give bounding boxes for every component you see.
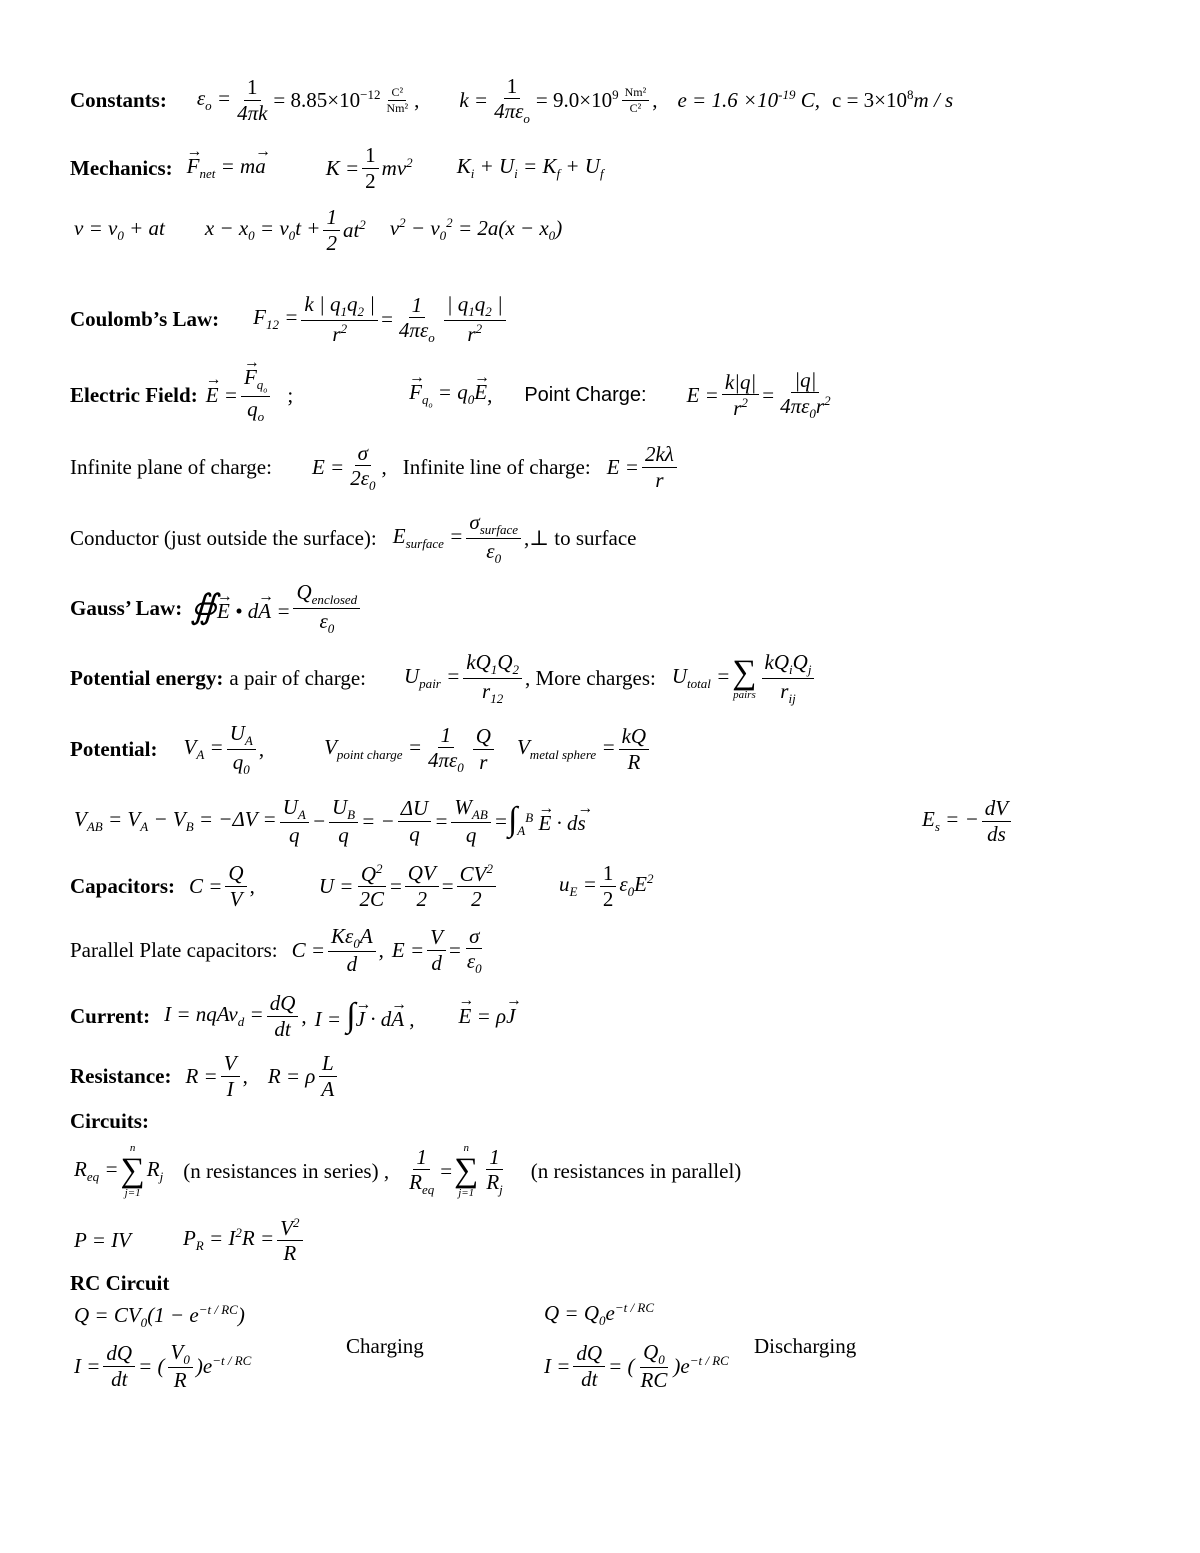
eps0-fraction: $\frac{1}{4\pi k}$ xyxy=(237,75,268,125)
point-charge-label: Point Charge: xyxy=(524,383,647,406)
more-charges-label: , More charges: xyxy=(525,665,656,690)
c-value: $c = 3\times 10^8m / s$ xyxy=(832,87,954,112)
infinite-plane-label: Infinite plane of charge: xyxy=(70,454,272,479)
velocity-squared-eq: $v^2 - v_0^2 = 2a(x - x_0)$ xyxy=(389,215,563,244)
field-from-potential: $E_s$ = − $\frac{dV}{ds}$ xyxy=(922,790,1014,852)
mechanics-row: Mechanics: → $F_{net} = m\to a$ K = $\frac{1}{2}$ $mv^2$ $K_i + U_i = K_f + U_f$ xyxy=(70,144,604,192)
discharging-i-eq: I = $\frac{dQ}{dt}$ = ( $Q_0$ RC )$e^{-t / RC}$ xyxy=(544,1339,729,1393)
coulomb-row: Coulomb’s Law: $F_{12}$ = $\frac{k | q_1q_2 |}{r^2}$ = 1 $4\pi\varepsilon_o$ | $q_1q_2$ | $r^2$ xyxy=(70,292,509,346)
potential-difference-row: $V_{AB} = V_A - V_B = -\Delta V$ = $\frac{U_A}{q}$ − $\frac{U_B}{q}$ = − $\frac{\Delta U}{q}$ = $W_{AB}$ q = $\int_A^B \to E \cdot d\to s$ xyxy=(74,790,586,852)
mechanics-label: Mechanics: xyxy=(70,155,173,180)
constants-label: Constants: xyxy=(70,87,167,112)
infinite-line-label: Infinite line of charge: xyxy=(402,454,591,479)
position-eq: $x - x_0 = v_0t$ + xyxy=(204,215,321,244)
capacitors-row: Capacitors: C = $\frac{Q}{V}$ , U = $\frac{Q^2}{2C}$ = $\frac{QV}{2}$ = $\frac{CV^2}{2}$ $u_E$ = $\frac{1}{2}$ $\varepsilon_0E^2$ xyxy=(70,860,654,911)
resistance-label: Resistance: xyxy=(70,1063,172,1088)
rc-heading-row xyxy=(70,1268,169,1298)
e-value: $e = 1.6 \times 10^{-19}$ C, xyxy=(677,87,820,112)
electric-field-label: Electric Field: xyxy=(70,382,198,407)
eps0-unit: C² Nm² xyxy=(386,84,409,115)
newton-second-law: → $F_{net} = m\to a$ xyxy=(187,154,266,182)
to-surface-text: ,⊥ to surface xyxy=(524,525,637,550)
rc-circuit-label: RC Circuit xyxy=(70,1270,170,1295)
constants-row: Constants: $\varepsilon_o$ = $\frac{1}{4\pi k}$ = $8.85\times 10^{-12}$ C² Nm² , k = 1 $4\pi\varepsilon_o$ = $9.0\times 10^9$ Nm² C² , $e = 1.6 \times 10^{-19}$ C, $c = 3\times 10^8m / s$ xyxy=(70,73,954,126)
resistance-row: Resistance: R = $\frac{V}{I}$ , R = ρ L A xyxy=(70,1046,340,1106)
potential-energy-row: Potential energy: a pair of charge: $U_{pair}$ = $\frac{kQ_1Q_2}{r_{12}}$ , More charges: $U_{total}$ = ∑ pairs $kQ_iQ_j$ $r_{ij}$ xyxy=(70,648,817,708)
charging-q-eq: $Q = CV_0(1 - e^{-t / RC})$ xyxy=(74,1302,245,1331)
kinetic-energy: K = xyxy=(325,155,360,180)
charging-label-wrap xyxy=(346,1332,424,1360)
k-unit: Nm² C² xyxy=(622,86,650,114)
velocity-eq: $v = v_0$ + at xyxy=(74,215,165,244)
current-label: Current: xyxy=(70,1003,151,1028)
discharging-label: Discharging xyxy=(754,1333,857,1358)
potential-row: Potential: $V_A$ = $\frac{U_A}{q_0}$ , $V_{point charge}$ = $\frac{1}{4\pi\varepsilon_0}$ Q r $V_{metal sphere}$ = $\frac{kQ}{R}$ xyxy=(70,718,652,780)
parallel-plate-label: Parallel Plate capacitors: xyxy=(70,937,278,962)
power-row: P = IV $P_R = I^2R$ = $\frac{V^2}{R}$ xyxy=(74,1210,306,1270)
electric-field-row: Electric Field: → E = → $F_{q_o}$ $q_o$ ; → $F_{q_o} = q_0\to E$ , Point Charge: E = $\frac{k|q|}{r^2}$ = $\frac{|q|}{4\pi\varepsilon_0r^2}$ xyxy=(70,360,837,430)
series-label: (n resistances in series) , xyxy=(183,1158,390,1183)
circuits-heading-row xyxy=(70,1106,149,1136)
energy-conservation: $K_i + U_i = K_f + U_f$ xyxy=(456,153,604,182)
gauss-row: Gauss’ Law: ∯→ E • d→ A = $Q_{enclosed}$ $\varepsilon_0$ xyxy=(70,580,363,636)
k-formula: k = xyxy=(459,87,489,112)
conductor-label: Conductor (just outside the surface): xyxy=(70,525,377,550)
pair-of-charge-label: a pair of charge: xyxy=(229,665,366,690)
discharging-label-wrap xyxy=(754,1332,856,1360)
conductor-row: Conductor (just outside the surface): $E_{surface}$ = $\sigma_{surface}$ $\varepsilon_0$ ,⊥ to surface xyxy=(70,509,637,566)
circuits-label: Circuits: xyxy=(70,1108,149,1133)
charging-i-eq: I = $\frac{dQ}{dt}$ = ( $V_0$ R )$e^{-t / RC}$ xyxy=(74,1339,252,1393)
eps0-value: = $8.85\times 10^{-12}$ xyxy=(273,87,381,112)
coulomb-label: Coulomb’s Law: xyxy=(70,306,220,331)
current-row: Current: I = nqAv$_d$ = $\frac{dQ}{dt}$ , I = ∫→ J · d→ A , → E = ρ→ J xyxy=(70,986,515,1046)
k-value: = $9.0\times 10^9$ xyxy=(535,87,619,112)
potential-label: Potential: xyxy=(70,736,158,761)
kinematics-row: $v = v_0$ + at $x - x_0 = v_0t$ + $\frac{1}{2}$ $at^2$ $v^2 - v_0^2 = 2a(x - x_0)$ xyxy=(74,205,563,255)
equivalent-resistance-row: $R_{eq}$ = n ∑ j=1 $R_j$ (n resistances in series) , 1 $R_{eq}$ = n ∑ j=1 1 $R_j$ (n resistances in parallel) xyxy=(74,1142,742,1199)
capacitors-label: Capacitors: xyxy=(70,873,175,898)
parallel-label: (n resistances in parallel) xyxy=(530,1158,742,1183)
discharging-q-eq: $Q = Q_0e^{-t / RC}$ xyxy=(544,1300,655,1329)
charging-label: Charging xyxy=(346,1333,424,1358)
gauss-label: Gauss’ Law: xyxy=(70,595,183,620)
parallel-plate-row: Parallel Plate capacitors: C = $\frac{K\varepsilon_0A}{d}$ , E = $\frac{V}{d}$ = $\frac{\sigma}{\varepsilon_0}$ xyxy=(70,923,482,977)
eps0-formula: $\varepsilon_o$ = xyxy=(196,85,232,114)
k-fraction: 1 $4\pi\varepsilon_o$ xyxy=(494,73,530,126)
force-on-charge: → $F_{q_o} = q_0\to E$ xyxy=(409,380,487,410)
infinite-charge-row: Infinite plane of charge: E = $\frac{\sigma}{2\varepsilon_0}$ , Infinite line of charge: E = $\frac{2k\lambda}{r}$ xyxy=(70,440,680,494)
potential-energy-label: Potential energy: xyxy=(70,665,224,690)
